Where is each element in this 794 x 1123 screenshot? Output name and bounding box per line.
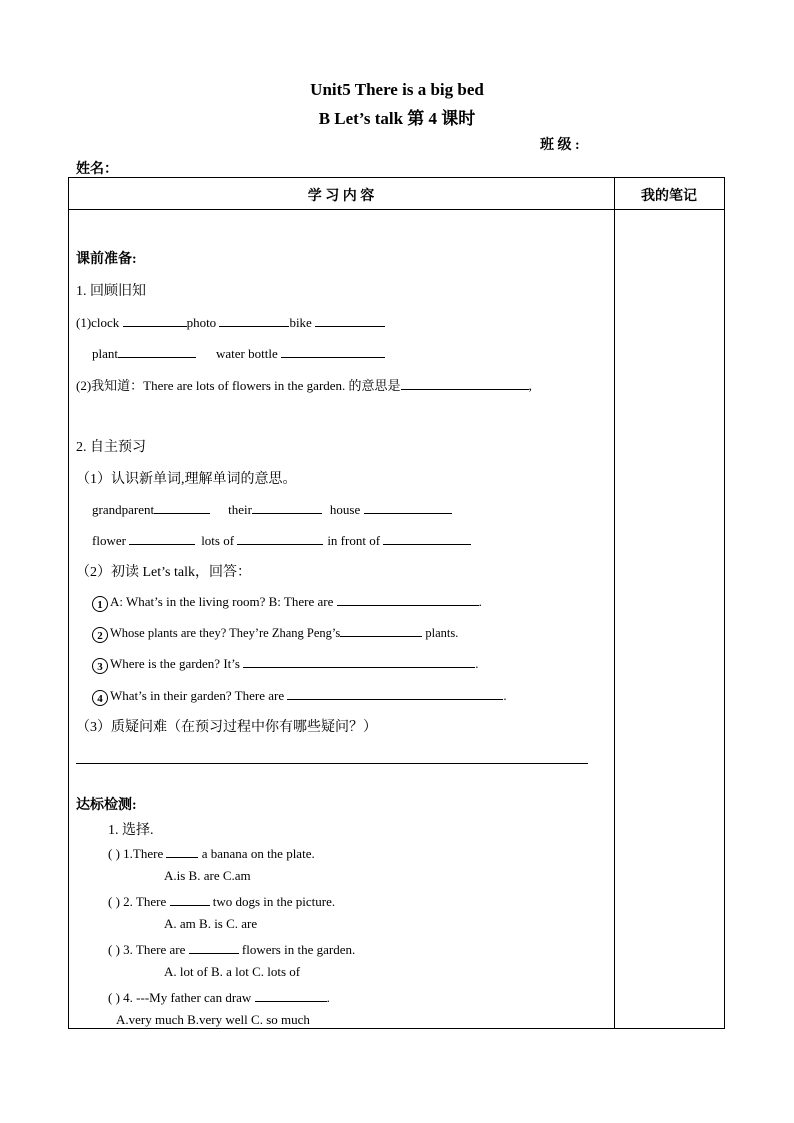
vocab-row-2 (92, 531, 471, 549)
blank-plant[interactable] (118, 344, 196, 358)
column-header-content: 学 习 内 容 (307, 189, 375, 204)
question-2-end: plants. (422, 626, 459, 640)
blank-water-bottle[interactable] (281, 344, 385, 358)
question-3-end: . (475, 656, 479, 671)
column-header-notes: 我的笔记 (641, 189, 697, 204)
table-header-divider (68, 209, 725, 210)
blank-mc2 (170, 892, 210, 906)
table-bottom-border (68, 1028, 725, 1029)
blank-flower[interactable] (129, 531, 195, 545)
mc-q2-text-a: 2. There (119, 894, 170, 909)
blank-lots-of[interactable] (237, 531, 323, 545)
blank-bike[interactable] (315, 313, 385, 327)
mc-q3-text-b: flowers in the garden. (238, 942, 356, 957)
meaning-end: , (528, 378, 532, 393)
question-3-text: Where is the garden? It’s (110, 656, 244, 671)
question-1-end: . (478, 594, 482, 609)
blank-meaning[interactable] (401, 376, 529, 390)
blank-house[interactable] (364, 500, 452, 514)
title-line2: B Let’s talk 第 4 课时 (318, 109, 476, 128)
blank-grandparent[interactable] (154, 500, 210, 514)
table-top-border (68, 177, 725, 178)
vocab-row-1 (92, 500, 452, 518)
question-3 (92, 654, 478, 674)
question-4-text: What’s in their garden? There are (110, 688, 288, 703)
review-row-1 (76, 313, 385, 331)
table-left-border (68, 177, 69, 1029)
word-bike: bike (289, 315, 316, 330)
preview-p2: （2）初读 Let’s talk，回答： (76, 565, 251, 580)
blank-in-front-of[interactable] (383, 531, 471, 545)
blank-mc4 (255, 988, 327, 1002)
table-right-border (724, 177, 725, 1029)
meaning-prompt: (2)我知道：There are lots of flowers in the garden. 的意思是 (76, 378, 401, 393)
mc-options-2: A. am B. is C. are (164, 916, 258, 931)
mc-question-3 (108, 940, 355, 958)
mc-options-4: A.very much B.very well C. so much (116, 1012, 310, 1027)
blank-q3[interactable] (243, 654, 475, 668)
circled-number-3: 3 (92, 658, 108, 674)
prep-heading: 课前准备: (76, 252, 137, 267)
review-heading: 1. 回顾旧知 (76, 284, 146, 299)
word-flower: flower (92, 533, 130, 548)
mc-q4-text-a: 4. ---My father can draw (119, 990, 255, 1005)
test-heading: 达标检测: (76, 798, 137, 813)
test-subheading: 1. 选择. (108, 823, 154, 838)
word-grandparent: grandparent (92, 502, 155, 517)
answer-paren-4[interactable]: ( ) (108, 990, 120, 1005)
word-in-front-of: in front of (327, 533, 384, 548)
class-label: 班 级 : (540, 138, 580, 153)
answer-paren-2[interactable]: ( ) (108, 894, 120, 909)
mc-q1-text-b: a banana on the plate. (198, 846, 315, 861)
word-house: house (329, 502, 364, 517)
question-1 (92, 592, 482, 612)
circled-number-4: 4 (92, 690, 108, 706)
question-4-end: . (503, 688, 507, 703)
blank-clock[interactable] (123, 313, 187, 327)
circled-number-2: 2 (92, 627, 108, 643)
preview-p1: （1）认识新单词,理解单词的意思。 (76, 472, 297, 487)
blank-q1[interactable] (337, 592, 479, 606)
table-column-divider (614, 177, 615, 1029)
blank-photo[interactable] (219, 313, 289, 327)
question-4 (92, 686, 507, 706)
mc-q2-text-b: two dogs in the picture. (209, 894, 336, 909)
preview-p3: （3）质疑问难（在预习过程中你有哪些疑问？） (76, 720, 377, 735)
question-1-text: A: What’s in the living room? B: There are (110, 594, 337, 609)
mc-q3-text-a: 3. There are (119, 942, 189, 957)
name-label: 姓名： (76, 162, 118, 177)
circled-number-1: 1 (92, 596, 108, 612)
review-row-3 (76, 375, 532, 394)
blank-mc1 (166, 844, 198, 858)
blank-q2[interactable] (340, 623, 422, 637)
word-plant: plant (92, 346, 118, 361)
word-clock: (1)clock (76, 315, 123, 330)
word-water-bottle: water bottle (216, 346, 281, 361)
question-2-text: Whose plants are they? They’re Zhang Peng’s (110, 626, 341, 640)
question-2 (92, 623, 458, 643)
mc-question-2 (108, 892, 335, 910)
blank-q4[interactable] (287, 686, 503, 700)
mc-q1-text-a: 1.There (119, 846, 167, 861)
title-line1: Unit5 There is a big bed (310, 80, 484, 99)
mc-q4-end: . (326, 990, 330, 1005)
mc-question-1 (108, 844, 315, 862)
answer-paren-1[interactable]: ( ) (108, 846, 120, 861)
word-their: their (228, 502, 252, 517)
blank-mc3 (189, 940, 239, 954)
word-photo: photo (186, 315, 220, 330)
mc-options-3: A. lot of B. a lot C. lots of (164, 964, 301, 979)
mc-options-1: A.is B. are C.am (164, 868, 251, 883)
answer-paren-3[interactable]: ( ) (108, 942, 120, 957)
word-lots-of: lots of (201, 533, 238, 548)
review-row-2 (92, 344, 385, 362)
blank-their[interactable] (252, 500, 322, 514)
question-answer-line[interactable] (76, 763, 588, 764)
mc-question-4 (108, 988, 330, 1006)
preview-heading: 2. 自主预习 (76, 440, 146, 455)
